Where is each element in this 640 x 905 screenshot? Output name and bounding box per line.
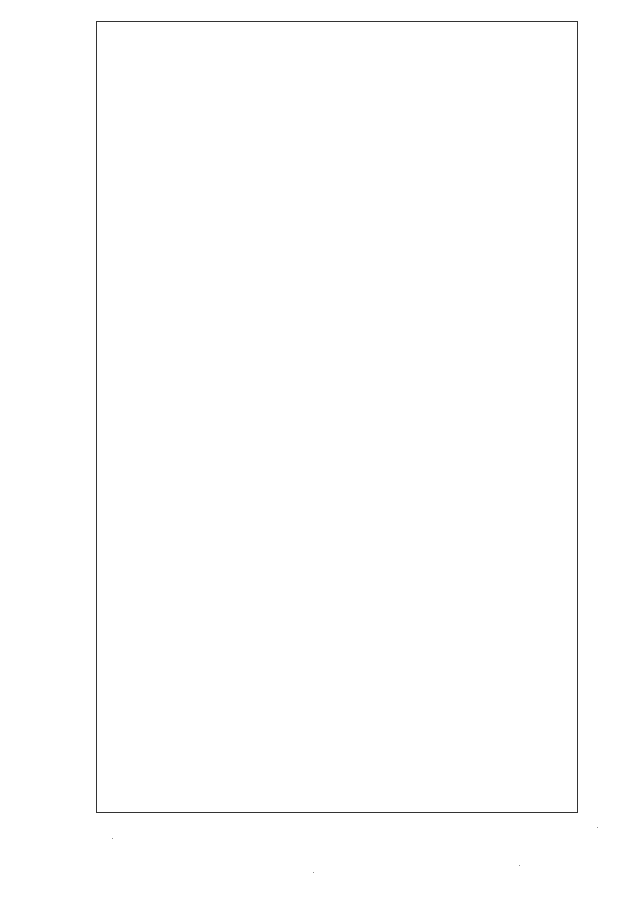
scan-speck [313, 872, 314, 873]
scan-speck [112, 838, 113, 839]
budget-table [96, 21, 578, 813]
page-number [69, 433, 91, 473]
scan-speck [597, 827, 598, 828]
scan-speck [519, 865, 520, 866]
